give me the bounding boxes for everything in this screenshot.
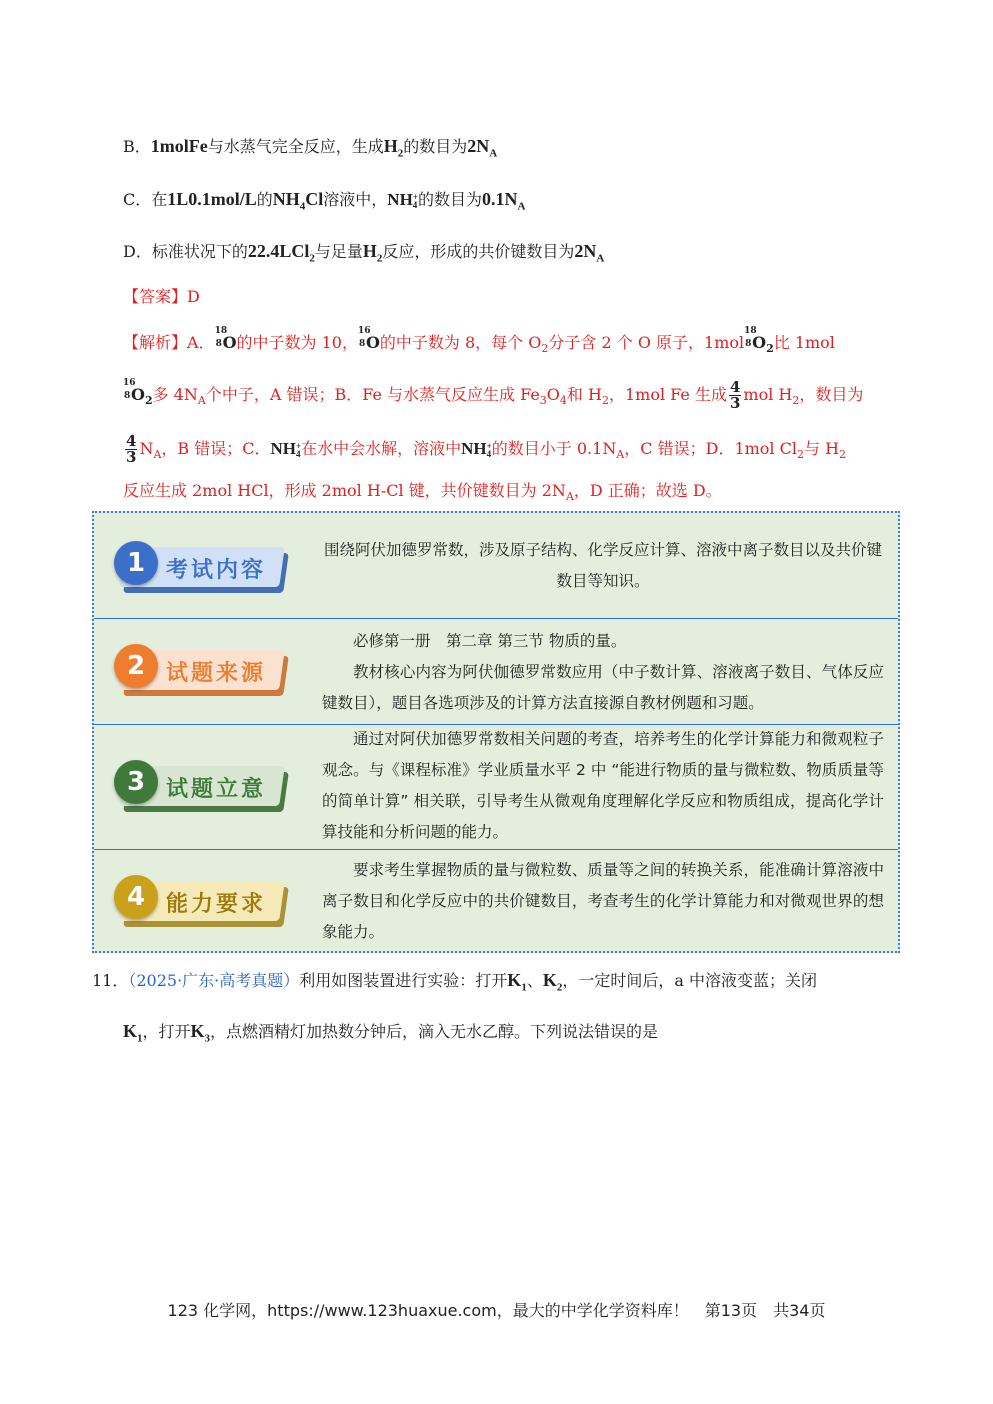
badge-label: 试题来源 [166, 661, 267, 686]
option-b: B．1molFe与水蒸气完全反应，生成$H_2$的数目为$2N_A$ [123, 136, 498, 160]
page-footer: 123 化学网，https://www.123huaxue.com，最大的中学化学资料库！ 第13页 共34页 [167, 1301, 826, 1320]
badge-number: 2 [114, 644, 158, 688]
question-11-line-1: 11．（2025·广东·高考真题）利用如图装置进行实验：打开$K_1$、$K_2$，一定时间后，a 中溶液变蓝；关闭 [92, 970, 817, 994]
question-source-text [322, 626, 884, 719]
analysis-line-2: 16 8 $O_2$多 $4N_A$个中子，A 错误；B．Fe 与水蒸气反应生成 $Fe_3O_4$和 $H_2$，1mol Fe 生成 $\frac{4}{3}$ mol $H_2$，数目为 [123, 378, 864, 412]
option-d: D．标准状况下的22.4LCl$_2$与足量$H_2$反应，形成的共价键数目为$2N_A$ [123, 241, 605, 265]
source-paragraph-2: 教材核心内容为阿伏伽德罗常数应用（中子数计算、溶液离子数目、气体反应键数目），题目各选项涉及的计算方法直接源自教材例题和习题。 [322, 663, 884, 712]
badge-question-source [114, 638, 282, 692]
question-11-line-2: $K_1$，打开$K_3$，点燃酒精灯加热数分钟后，滴入无水乙醇。下列说法错误的是 [123, 1021, 659, 1045]
question-intent-text: 通过对阿伏加德罗常数相关问题的考查，培养考生的化学计算能力和微观粒子观念。与《课程标准》学业质量水平 2 中 “能进行物质的量与微粒数、物质质量等的简单计算” 相关联，引导考生从微观角度理解化学反应和物质组成，提高化学计算技能和分析问题的能力。 [322, 730, 884, 841]
panel-row-question-intent [94, 724, 898, 850]
source-paragraph-1: 必修第一册 第二章 第三节 物质的量。 [353, 632, 627, 650]
badge-number: 3 [114, 760, 158, 804]
badge-question-intent [114, 754, 282, 808]
exam-content-text: 围绕阿伏加德罗常数，涉及原子结构、化学反应计算、溶液中离子数目以及共价键数目等知识。 [323, 541, 882, 590]
answer: 【答案】D [123, 287, 200, 306]
badge-label: 能力要求 [166, 892, 267, 917]
analysis-line-4: 反应生成 2mol HCl，形成 2mol H-Cl 键，共价键数目为 $2N_A$，D 正确；故选 D。 [123, 481, 722, 504]
badge-number: 4 [114, 875, 158, 919]
analysis-line-3: $\frac{4}{3}$ $N_A$，B 错误；C．NH + 4 在水中会水解，溶液中NH + 4 的数目小于 $0.1N_A$，C 错误；D．1mol $Cl_2$与 $H_2$ [126, 432, 847, 466]
badge-exam-content [114, 535, 282, 589]
analysis-line-1: 【解析】A． 18 8 O的中子数为 10， 16 8 O的中子数为 8，每个 $O_2$分子含 2 个 O 原子，1mol 18 8 $O_2$比 1mol [123, 326, 835, 356]
panel-row-exam-content [94, 513, 898, 619]
analysis-panel [92, 511, 900, 953]
ability-requirement-text: 要求考生掌握物质的量与微粒数、质量等之间的转换关系，能准确计算溶液中离子数目和化学反应中的共价键数目，考查考生的化学计算能力和对微观世界的想象能力。 [322, 861, 884, 941]
option-c: C．在1L0.1mol/L的$NH_4Cl$溶液中，NH + 4 的数目为$0.1N_A$ [123, 189, 526, 213]
badge-number: 1 [114, 541, 158, 585]
badge-ability-requirement [114, 869, 282, 923]
badge-label: 考试内容 [166, 558, 267, 583]
panel-row-question-source [94, 618, 898, 725]
panel-row-ability-requirement [94, 849, 898, 953]
badge-label: 试题立意 [166, 777, 267, 802]
